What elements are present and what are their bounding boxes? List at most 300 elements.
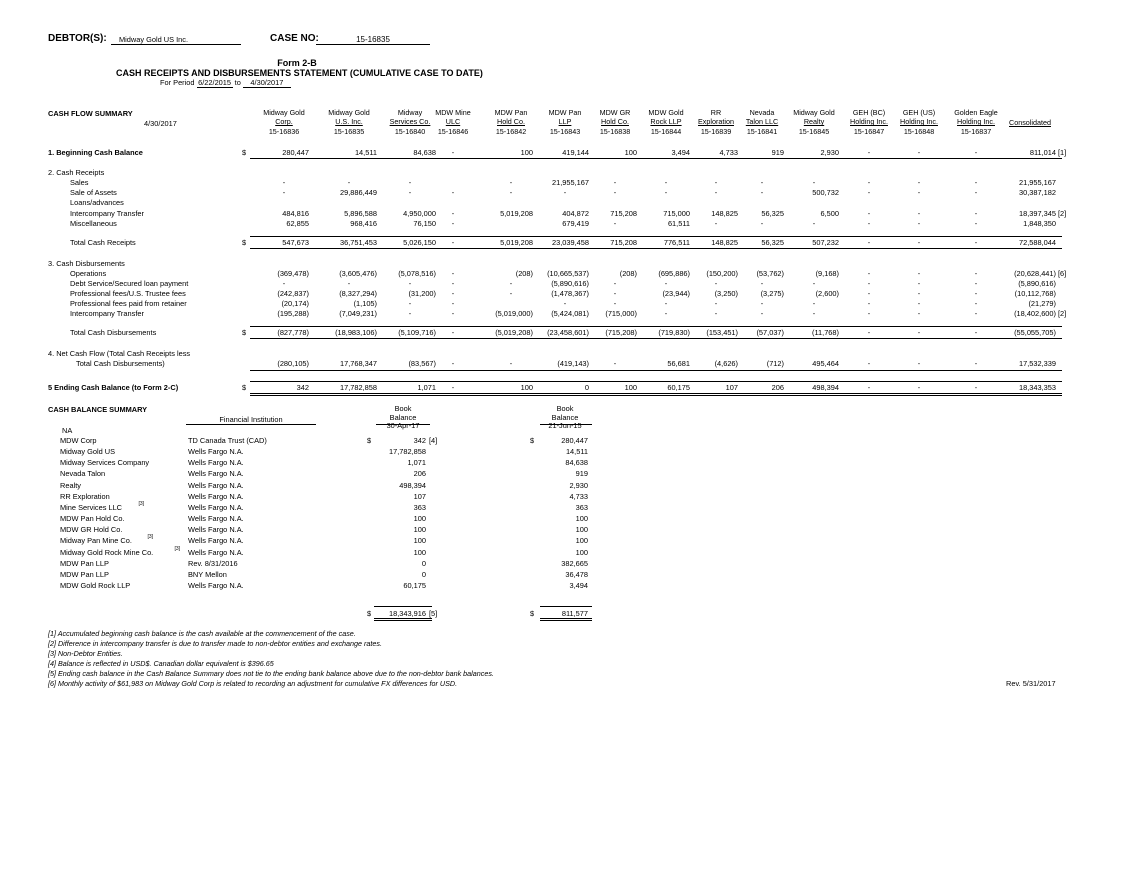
table-cell: - xyxy=(867,148,871,157)
table-cell: 21,955,167 xyxy=(552,178,589,187)
column-header xyxy=(789,108,839,136)
table-cell: - xyxy=(867,309,871,318)
balance-value-1: 100 xyxy=(413,514,426,524)
table-cell: - xyxy=(867,299,871,308)
table-cell: (18,402,600) xyxy=(1014,309,1056,318)
form-number: Form 2-B xyxy=(277,58,317,68)
book-balance-2-l1: Book xyxy=(556,404,574,413)
column-header xyxy=(434,108,472,136)
table-cell: - xyxy=(867,219,871,228)
table-cell: - xyxy=(867,359,871,368)
column-header-l2: LLP xyxy=(558,117,572,127)
column-header-l1: MDW Mine xyxy=(435,108,471,117)
table-cell: - xyxy=(613,219,617,228)
table-cell: - xyxy=(451,188,455,197)
table-cell: 5,019,208 xyxy=(500,209,533,218)
table-cell: 715,208 xyxy=(610,238,637,247)
table-cell: - xyxy=(451,279,455,288)
column-header-l3: 15-16840 xyxy=(394,126,426,136)
balance-value-2: 4,733 xyxy=(569,491,588,501)
balance-total-2: 811,577 xyxy=(561,609,588,618)
rule-line xyxy=(250,370,1062,371)
footnote: [4] Balance is reflected in USD$. Canadian dollar equivalent is $396.65 xyxy=(48,659,274,668)
balance-dollar-2: $ xyxy=(530,436,535,445)
table-cell: - xyxy=(867,238,871,247)
table-cell: - xyxy=(974,289,978,298)
table-cell: 148,825 xyxy=(711,238,738,247)
column-header-l2: Exploration xyxy=(698,117,734,127)
debtor-value: Midway Gold US Inc. xyxy=(111,35,241,45)
balance-value-2: 919 xyxy=(575,469,588,479)
cash-flow-summary-label: CASH FLOW SUMMARY xyxy=(48,109,133,118)
table-cell: - xyxy=(974,238,978,247)
table-cell: - xyxy=(917,289,921,298)
table-cell: (4,626) xyxy=(714,359,738,368)
balance-value-1: 100 xyxy=(413,547,426,557)
balance-value-1: 107 xyxy=(413,491,426,501)
table-cell: 342 xyxy=(296,383,309,392)
column-header-l3: 15-16846 xyxy=(437,126,469,136)
rule-line xyxy=(250,326,1062,327)
table-cell: 0 xyxy=(584,383,589,392)
column-header-l3: 15-16844 xyxy=(650,126,682,136)
column-header xyxy=(950,108,1002,136)
dollar-sign: $ xyxy=(242,328,247,337)
table-cell: 919 xyxy=(771,148,784,157)
balance-entity: Midway Pan Mine Co. xyxy=(60,536,132,546)
row-note: [2] xyxy=(1058,309,1067,318)
table-cell: - xyxy=(974,359,978,368)
table-cell: 404,872 xyxy=(562,209,589,218)
balance-value-2: 382,665 xyxy=(561,558,588,568)
table-cell: 18,343,353 xyxy=(1019,383,1056,392)
table-cell: (57,037) xyxy=(756,328,784,337)
row-label-disb-head: 3. Cash Disbursements xyxy=(48,259,125,268)
table-cell: (5,019,000) xyxy=(495,309,533,318)
table-cell: (55,055,705) xyxy=(1014,328,1056,337)
table-cell: - xyxy=(613,279,617,288)
table-cell: - xyxy=(451,289,455,298)
table-cell: 107 xyxy=(725,383,738,392)
footnote: [5] Ending cash balance in the Cash Balance Summary does not tie to the ending bank balance above due to the non-debtor bank balances. xyxy=(48,669,494,678)
balance-value-1: 498,394 xyxy=(399,480,426,490)
table-cell: - xyxy=(451,383,455,392)
rule-line xyxy=(250,158,1062,159)
table-cell: - xyxy=(714,299,718,308)
table-cell: - xyxy=(867,383,871,392)
balance-institution: Wells Fargo N.A. xyxy=(188,502,244,512)
table-cell: - xyxy=(917,328,921,337)
table-cell: - xyxy=(974,383,978,392)
column-header-l1: MDW Pan xyxy=(494,108,528,117)
balance-entity: Midway Gold Rock Mine Co. xyxy=(60,547,154,557)
balance-institution: BNY Mellon xyxy=(188,569,227,579)
table-cell: - xyxy=(917,148,921,157)
cash-flow-summary-date: 4/30/2017 xyxy=(144,119,177,128)
case-no-label: CASE NO: xyxy=(270,33,319,44)
period-to-label: to xyxy=(234,78,241,87)
table-cell: 776,511 xyxy=(663,238,690,247)
balance-entity: MDW Pan LLP xyxy=(60,558,109,568)
table-cell: - xyxy=(917,209,921,218)
table-cell: - xyxy=(974,269,978,278)
balance-institution: Wells Fargo N.A. xyxy=(188,525,244,535)
column-header-l2: Talon LLC xyxy=(745,117,779,127)
table-cell: - xyxy=(917,299,921,308)
row-label-interco-in: Intercompany Transfer xyxy=(70,209,144,218)
table-cell: (150,200) xyxy=(706,269,738,278)
column-header xyxy=(846,108,892,136)
balance-total-1-note: [5] xyxy=(429,609,438,618)
table-cell: (208) xyxy=(515,269,533,278)
column-header-l3: 15-16838 xyxy=(599,126,631,136)
footnote: [6] Monthly activity of $61,983 on Midway Gold Corp is related to recording an adjustment for cumulative FX differences for USD. xyxy=(48,679,458,688)
balance-entity: Mine Services LLC xyxy=(60,502,123,512)
balance-value-1: 0 xyxy=(421,569,426,579)
table-cell: - xyxy=(613,178,617,187)
table-cell: 56,325 xyxy=(761,238,784,247)
table-cell: 1,071 xyxy=(417,383,436,392)
table-cell: - xyxy=(451,299,455,308)
table-cell: - xyxy=(974,299,978,308)
table-cell: - xyxy=(451,209,455,218)
row-label-total-disb: Total Cash Disbursements xyxy=(70,328,157,337)
table-cell: - xyxy=(509,279,513,288)
table-cell: 148,825 xyxy=(711,209,738,218)
table-cell: 5,896,588 xyxy=(344,209,377,218)
book-balance-2-l3: 21-Jun-15 xyxy=(548,421,582,431)
row-label-interco-out: Intercompany Transfer xyxy=(70,309,144,318)
table-cell: - xyxy=(760,178,764,187)
row-label-operations: Operations xyxy=(70,269,107,278)
table-cell: (11,768) xyxy=(812,328,839,337)
table-cell: - xyxy=(664,178,668,187)
rule-line xyxy=(250,236,1062,237)
balance-value-1: 0 xyxy=(421,558,426,568)
table-cell: (8,327,294) xyxy=(339,289,377,298)
table-cell: - xyxy=(347,178,351,187)
column-header-l1: GEH (BC) xyxy=(852,108,886,117)
entity-superscript: [3] xyxy=(138,500,145,507)
balance-institution: Rev. 8/31/2016 xyxy=(188,558,238,568)
row-label-prof-retainer: Professional fees paid from retainer xyxy=(70,299,187,308)
row-label-sale-assets: Sale of Assets xyxy=(70,188,117,197)
column-header-l1: Midway Gold xyxy=(263,108,305,117)
table-cell: - xyxy=(917,279,921,288)
column-header-l3: 15-16836 xyxy=(268,126,300,136)
table-cell: - xyxy=(664,299,668,308)
table-cell: 495,464 xyxy=(812,359,839,368)
table-cell: 280,447 xyxy=(282,148,309,157)
table-cell: (695,886) xyxy=(658,269,690,278)
table-cell: - xyxy=(509,289,513,298)
table-cell: - xyxy=(974,219,978,228)
table-cell: (7,049,231) xyxy=(339,309,377,318)
table-cell: - xyxy=(714,188,718,197)
table-cell: (20,628,441) xyxy=(1014,269,1056,278)
table-cell: - xyxy=(760,188,764,197)
column-header-l3: 15-16848 xyxy=(903,126,935,136)
column-header-l2: Holding Inc. xyxy=(850,117,888,127)
row-label-loans: Loans/advances xyxy=(70,198,124,207)
balance-value-2: 100 xyxy=(575,536,588,546)
table-cell: (9,168) xyxy=(815,269,839,278)
column-header-l3: 15-16843 xyxy=(549,126,581,136)
table-cell: 18,397,345 xyxy=(1019,209,1056,218)
column-header xyxy=(259,108,309,136)
debtor-label: DEBTOR(S): xyxy=(48,33,107,44)
table-cell: 21,955,167 xyxy=(1019,178,1056,187)
table-cell: 36,751,453 xyxy=(340,238,377,247)
balance-value-2: 100 xyxy=(575,547,588,557)
table-cell: - xyxy=(714,178,718,187)
table-cell: - xyxy=(451,219,455,228)
table-cell: (10,665,537) xyxy=(547,269,589,278)
table-cell: 30,387,182 xyxy=(1019,188,1056,197)
balance-value-2: 100 xyxy=(575,525,588,535)
table-cell: (715,000) xyxy=(605,309,637,318)
balance-institution: TD Canada Trust (CAD) xyxy=(188,436,267,445)
table-cell: - xyxy=(408,299,412,308)
column-header-l1: MDW Pan xyxy=(548,108,582,117)
table-cell: (3,275) xyxy=(760,289,784,298)
balance-entity: Midway Services Company xyxy=(60,458,150,468)
table-cell: 968,416 xyxy=(350,219,377,228)
table-cell: 498,394 xyxy=(812,383,839,392)
balance-total-2-dollar: $ xyxy=(530,609,535,618)
book-balance-1-header xyxy=(380,405,426,431)
table-cell: 100 xyxy=(520,148,533,157)
table-cell: (5,109,716) xyxy=(398,328,436,337)
row-label-net-flow-2: Total Cash Disbursements) xyxy=(76,359,165,368)
table-cell: - xyxy=(613,299,617,308)
column-header-l2: Realty xyxy=(803,117,825,127)
table-cell: - xyxy=(664,188,668,197)
table-cell: (21,279) xyxy=(1028,299,1056,308)
table-cell: (715,208) xyxy=(605,328,637,337)
column-header-l1: MDW Gold xyxy=(648,108,684,117)
balance-institution: Wells Fargo N.A. xyxy=(188,547,244,557)
table-cell: - xyxy=(760,309,764,318)
rule-line xyxy=(250,248,1062,249)
table-cell: - xyxy=(974,188,978,197)
balance-entity: MDW Corp xyxy=(60,436,97,445)
table-cell: (1,478,367) xyxy=(551,289,589,298)
table-cell: - xyxy=(714,309,718,318)
table-cell: (1,105) xyxy=(353,299,377,308)
column-header-l1: Midway xyxy=(397,108,423,117)
table-cell: (10,112,768) xyxy=(1014,289,1056,298)
column-header xyxy=(896,108,942,136)
table-cell: - xyxy=(664,309,668,318)
revision-date: Rev. 5/31/2017 xyxy=(1006,679,1056,688)
table-cell: - xyxy=(867,279,871,288)
table-cell: - xyxy=(760,219,764,228)
book-balance-1-l1: Book xyxy=(394,404,412,413)
table-cell: 484,816 xyxy=(282,209,309,218)
table-cell: - xyxy=(408,309,412,318)
column-header-l1: MDW GR xyxy=(599,108,631,117)
table-cell: 507,232 xyxy=(812,238,839,247)
row-note: [1] xyxy=(1058,148,1067,157)
balance-total-1: 18,343,916 xyxy=(389,609,426,618)
column-header-l3: 15-16845 xyxy=(798,126,830,136)
column-header xyxy=(642,108,690,136)
table-cell: - xyxy=(451,269,455,278)
row-label-sales: Sales xyxy=(70,178,89,187)
row-label-receipts-head: 2. Cash Receipts xyxy=(48,168,105,177)
balance-na-label: NA xyxy=(62,426,73,435)
table-cell: - xyxy=(664,279,668,288)
table-cell: - xyxy=(613,289,617,298)
table-cell: - xyxy=(451,309,455,318)
table-cell: - xyxy=(563,188,567,197)
table-cell: (20,174) xyxy=(281,299,309,308)
column-header-l3: 15-16842 xyxy=(495,126,527,136)
rule-line xyxy=(250,338,1062,339)
column-header-l3: 15-16835 xyxy=(333,126,365,136)
table-cell: 62,855 xyxy=(286,219,309,228)
table-cell: - xyxy=(867,209,871,218)
balance-dollar-1: $ xyxy=(367,436,372,445)
balance-entity: MDW Gold Rock LLP xyxy=(60,580,131,590)
column-header xyxy=(541,108,589,136)
column-header xyxy=(384,108,436,136)
table-cell: - xyxy=(974,309,978,318)
footnote: [3] Non-Debtor Entities. xyxy=(48,649,123,658)
period-to: 4/30/2017 xyxy=(243,78,291,88)
period-from: 6/22/2015 xyxy=(198,78,232,87)
column-header-l1: Midway Gold xyxy=(328,108,370,117)
column-header xyxy=(1004,118,1056,127)
table-cell: (3,605,476) xyxy=(339,269,377,278)
table-cell: - xyxy=(282,279,286,288)
column-header-l2: Holding Inc. xyxy=(957,117,995,127)
table-cell: (53,762) xyxy=(756,269,784,278)
table-cell: - xyxy=(714,279,718,288)
table-cell: - xyxy=(282,188,286,197)
table-cell: 679,419 xyxy=(562,219,589,228)
balance-entity: Realty xyxy=(60,480,81,490)
balance-value-1: 363 xyxy=(413,502,426,512)
book-balance-2-header xyxy=(542,405,588,431)
footnote: [1] Accumulated beginning cash balance is the cash available at the commencement of the case. xyxy=(48,629,356,638)
table-cell: - xyxy=(867,188,871,197)
balance-value-1: 1,071 xyxy=(407,458,426,468)
balance-entity: MDW GR Hold Co. xyxy=(60,525,123,535)
table-cell: 56,681 xyxy=(667,359,690,368)
table-cell: 60,175 xyxy=(667,383,690,392)
table-cell: 419,144 xyxy=(562,148,589,157)
balance-value-2: 100 xyxy=(575,514,588,524)
balance-value-2: 84,638 xyxy=(565,458,588,468)
table-cell: 14,511 xyxy=(354,148,377,157)
table-cell: - xyxy=(867,328,871,337)
table-cell: - xyxy=(917,219,921,228)
table-cell: - xyxy=(408,279,412,288)
table-cell: - xyxy=(867,289,871,298)
table-cell: (5,078,516) xyxy=(398,269,436,278)
statement-title: CASH RECEIPTS AND DISBURSEMENTS STATEMENT (CUMULATIVE CASE TO DATE) xyxy=(116,68,483,78)
balance-entity: Midway Gold US xyxy=(60,447,116,457)
table-cell: (83,567) xyxy=(408,359,436,368)
table-cell: (827,778) xyxy=(277,328,309,337)
table-cell: 17,782,858 xyxy=(340,383,377,392)
table-cell: 56,325 xyxy=(761,209,784,218)
balance-value-1: 17,782,858 xyxy=(389,447,426,457)
entity-superscript: [3] xyxy=(174,545,181,552)
table-cell: - xyxy=(974,148,978,157)
table-cell: - xyxy=(509,178,513,187)
rule-line-double xyxy=(250,393,1062,396)
table-cell: (712) xyxy=(766,359,784,368)
table-cell: (23,458,601) xyxy=(547,328,589,337)
table-cell: (5,890,616) xyxy=(551,279,589,288)
table-cell: (719,830) xyxy=(658,328,690,337)
table-cell: - xyxy=(408,178,412,187)
balance-institution: Wells Fargo N.A. xyxy=(188,458,244,468)
column-header-l3: 15-16837 xyxy=(960,126,992,136)
table-cell: - xyxy=(917,178,921,187)
balance-institution: Wells Fargo N.A. xyxy=(188,536,244,546)
column-header-l1: RR xyxy=(710,108,722,117)
table-cell: - xyxy=(974,209,978,218)
table-cell: - xyxy=(714,219,718,228)
column-header-l3: 15-16839 xyxy=(700,126,732,136)
table-cell: - xyxy=(917,188,921,197)
row-label-ending: 5 Ending Cash Balance (to Form 2-C) xyxy=(48,383,179,392)
balance-note-1: [4] xyxy=(429,436,438,445)
balance-institution: Wells Fargo N.A. xyxy=(188,469,244,479)
table-cell: 17,532,339 xyxy=(1019,359,1056,368)
table-cell: 100 xyxy=(624,383,637,392)
column-header xyxy=(740,108,784,136)
row-label-debt-service: Debt Service/Secured loan payment xyxy=(70,279,189,288)
table-cell: - xyxy=(613,188,617,197)
column-header-l3: 15-16841 xyxy=(746,126,778,136)
balance-institution: Wells Fargo N.A. xyxy=(188,514,244,524)
table-cell: (195,288) xyxy=(277,309,309,318)
table-cell: 715,000 xyxy=(663,209,690,218)
table-cell: 23,039,458 xyxy=(552,238,589,247)
table-cell: - xyxy=(509,359,513,368)
column-header-l2: Rock LLP xyxy=(650,117,682,127)
column-header xyxy=(694,108,738,136)
balance-institution: Wells Fargo N.A. xyxy=(188,491,244,501)
balance-value-2: 36,478 xyxy=(565,569,588,579)
table-cell: (18,983,106) xyxy=(335,328,377,337)
financial-institution-header: Financial Institution xyxy=(186,415,316,425)
cash-balance-summary-label: CASH BALANCE SUMMARY xyxy=(48,405,148,414)
column-header-l2: Corp. xyxy=(275,117,293,127)
table-cell: 206 xyxy=(771,383,784,392)
column-header-l2: Services Co. xyxy=(389,117,431,127)
table-cell: - xyxy=(812,219,816,228)
balance-value-2: 363 xyxy=(575,502,588,512)
table-cell: 6,500 xyxy=(820,209,839,218)
table-cell: 4,733 xyxy=(719,148,738,157)
table-cell: 100 xyxy=(520,383,533,392)
table-cell: - xyxy=(408,188,412,197)
book-balance-2-l2: Balance xyxy=(551,412,579,422)
table-cell: 1,848,350 xyxy=(1023,219,1056,228)
table-cell: 3,494 xyxy=(671,148,690,157)
balance-total-1-dollar: $ xyxy=(367,609,372,618)
table-cell: (2,600) xyxy=(815,289,839,298)
table-cell: - xyxy=(812,299,816,308)
column-header-l1: Golden Eagle xyxy=(954,108,998,117)
dollar-sign: $ xyxy=(242,383,247,392)
